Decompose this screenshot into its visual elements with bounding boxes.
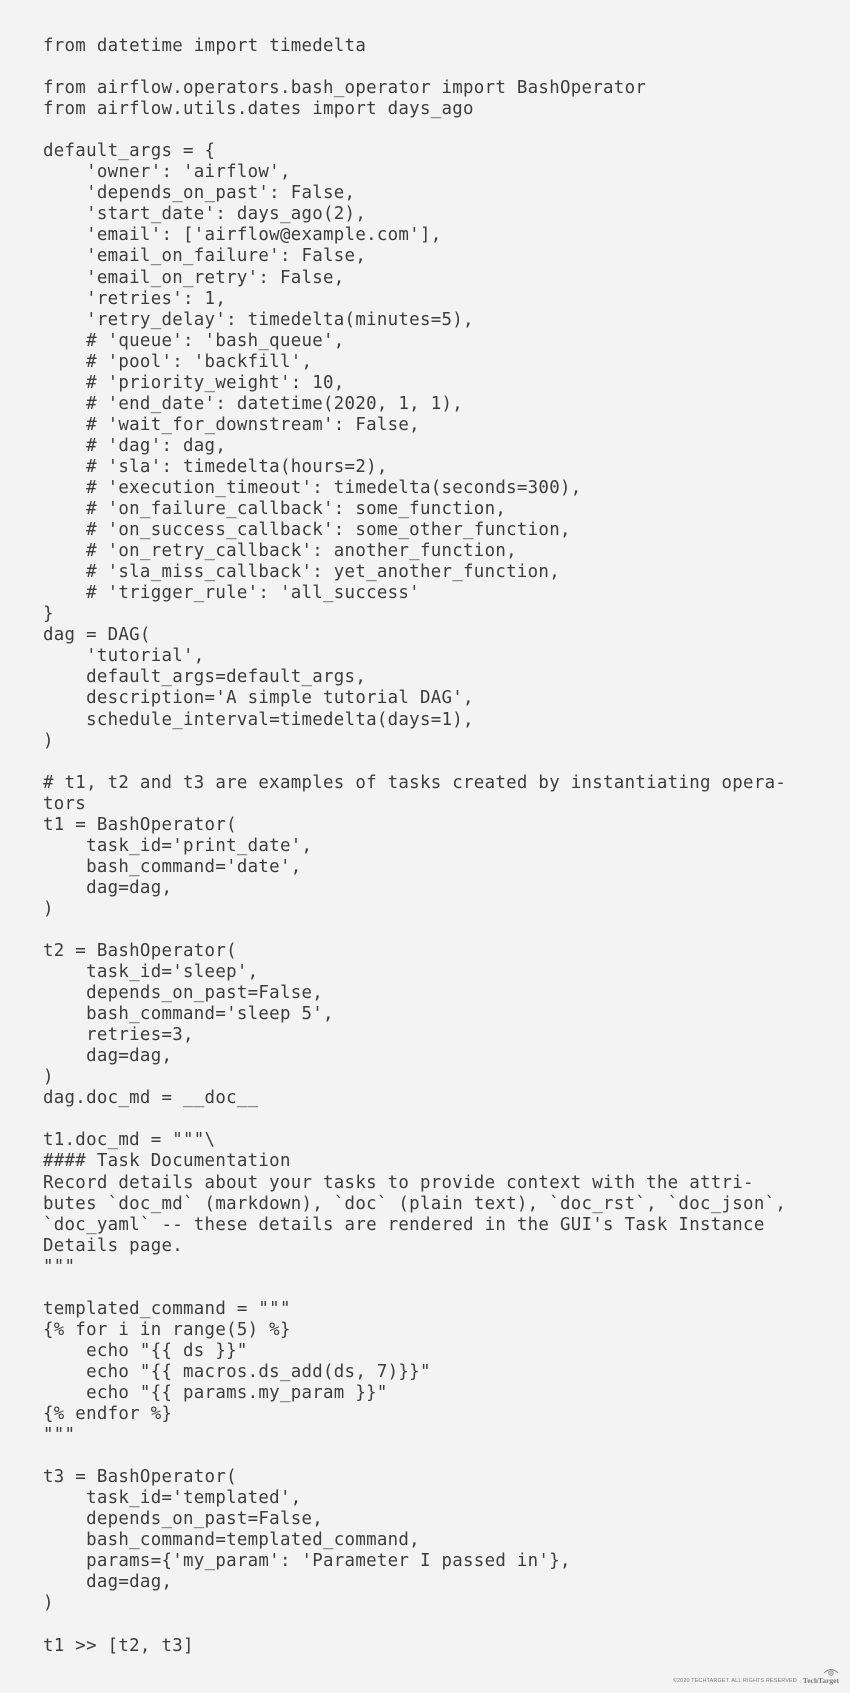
code-line (43, 1109, 843, 1130)
code-line (43, 920, 843, 941)
code-line: butes `doc_md` (markdown), `doc` (plain text), `doc_rst`, `doc_json`, (43, 1193, 787, 1214)
code-line: {% for i in range(5) %} (43, 1319, 291, 1340)
code-line: Details page. (43, 1235, 184, 1256)
code-line: # 'wait_for_downstream': False, (43, 414, 420, 435)
code-line: echo "{{ macros.ds_add(ds, 7)}}" (43, 1361, 431, 1382)
code-line: # 'pool': 'backfill', (43, 351, 313, 372)
code-line: """ (43, 1256, 76, 1277)
code-line: task_id='print_date', (43, 835, 313, 856)
code-line: description='A simple tutorial DAG', (43, 688, 474, 709)
code-line: t3 = BashOperator( (43, 1467, 237, 1488)
code-line: # 'execution_timeout': timedelta(seconds=300), (43, 477, 582, 498)
code-line: 'email_on_failure': False, (43, 246, 367, 267)
code-line: dag=dag, (43, 1046, 173, 1067)
code-line: # t1, t2 and t3 are examples of tasks created by instantiating opera- (43, 772, 787, 793)
code-line: 'email_on_retry': False, (43, 267, 345, 288)
code-line: default_args=default_args, (43, 667, 367, 688)
code-line (43, 752, 843, 773)
code-line: dag=dag, (43, 877, 173, 898)
copyright-text: ©2020 TECHTARGET. ALL RIGHTS RESERVED (672, 1678, 797, 1684)
code-line: # 'end_date': datetime(2020, 1, 1), (43, 393, 464, 414)
code-line (43, 1446, 843, 1467)
code-line: depends_on_past=False, (43, 1509, 324, 1530)
code-line (43, 1278, 843, 1299)
code-line: from airflow.utils.dates import days_ago (43, 99, 474, 120)
code-line: echo "{{ ds }}" (43, 1340, 248, 1361)
code-line: #### Task Documentation (43, 1151, 291, 1172)
code-line: dag = DAG( (43, 625, 151, 646)
code-line: dag.doc_md = __doc__ (43, 1088, 259, 1109)
code-line: 'retry_delay': timedelta(minutes=5), (43, 309, 474, 330)
code-line: default_args = { (43, 141, 216, 162)
code-line: echo "{{ params.my_param }}" (43, 1383, 388, 1403)
code-line: t1 >> [t2, t3] (43, 1635, 194, 1656)
code-line: retries=3, (43, 1025, 194, 1046)
code-line: bash_command='date', (43, 856, 302, 877)
code-line: # 'queue': 'bash_queue', (43, 330, 345, 351)
code-line: """ (43, 1425, 76, 1446)
code-line (43, 120, 843, 141)
code-line: bash_command='sleep 5', (43, 1004, 334, 1025)
code-listing (43, 36, 843, 1657)
code-line: schedule_interval=timedelta(days=1), (43, 709, 474, 730)
code-line: ) (43, 730, 54, 751)
code-line: t1 = BashOperator( (43, 814, 237, 835)
code-line: from datetime import timedelta (43, 36, 367, 56)
code-line: 'owner': 'airflow', (43, 162, 291, 183)
techtarget-logo (803, 1668, 839, 1685)
code-line: # 'on_failure_callback': some_function, (43, 499, 507, 520)
code-line: ) (43, 1067, 54, 1088)
code-line: # 'trigger_rule': 'all_success' (43, 583, 420, 604)
code-line: 'start_date': days_ago(2), (43, 204, 367, 225)
code-line: # 'sla': timedelta(hours=2), (43, 456, 388, 477)
code-line: ) (43, 1593, 54, 1614)
code-line: # 'on_success_callback': some_other_function, (43, 520, 571, 541)
code-line: `doc_yaml` -- these details are rendered in the GUI's Task Instance (43, 1214, 765, 1235)
code-line: templated_command = """ (43, 1298, 291, 1319)
code-line: from airflow.operators.bash_operator import BashOperator (43, 78, 647, 99)
code-line: ) (43, 898, 54, 919)
code-line: dag=dag, (43, 1572, 173, 1593)
code-line: 'tutorial', (43, 646, 205, 667)
code-line (43, 57, 843, 78)
code-line: } (43, 604, 54, 625)
code-line: task_id='sleep', (43, 962, 259, 983)
code-line: # 'on_retry_callback': another_function, (43, 541, 517, 562)
code-line: Record details about your tasks to provide context with the attri- (43, 1172, 754, 1193)
code-line: tors (43, 793, 87, 814)
code-line: 'depends_on_past': False, (43, 183, 356, 204)
code-line: t1.doc_md = """\ (43, 1130, 216, 1151)
code-line: # 'sla_miss_callback': yet_another_function, (43, 562, 560, 583)
code-line: {% endfor %} (43, 1404, 173, 1425)
code-line: depends_on_past=False, (43, 983, 324, 1004)
code-line: 'retries': 1, (43, 288, 227, 309)
code-line: t2 = BashOperator( (43, 941, 237, 962)
footer (673, 1668, 839, 1685)
code-line (43, 1615, 843, 1636)
code-line: # 'priority_weight': 10, (43, 372, 345, 393)
code-line: # 'dag': dag, (43, 435, 227, 456)
code-line: params={'my_param': 'Parameter I passed in'}, (43, 1551, 571, 1572)
code-line: bash_command=templated_command, (43, 1530, 420, 1551)
code-line: 'email': ['airflow@example.com'], (43, 225, 442, 246)
code-line: task_id='templated', (43, 1488, 302, 1509)
logo-text: TechTarget (802, 1676, 839, 1685)
